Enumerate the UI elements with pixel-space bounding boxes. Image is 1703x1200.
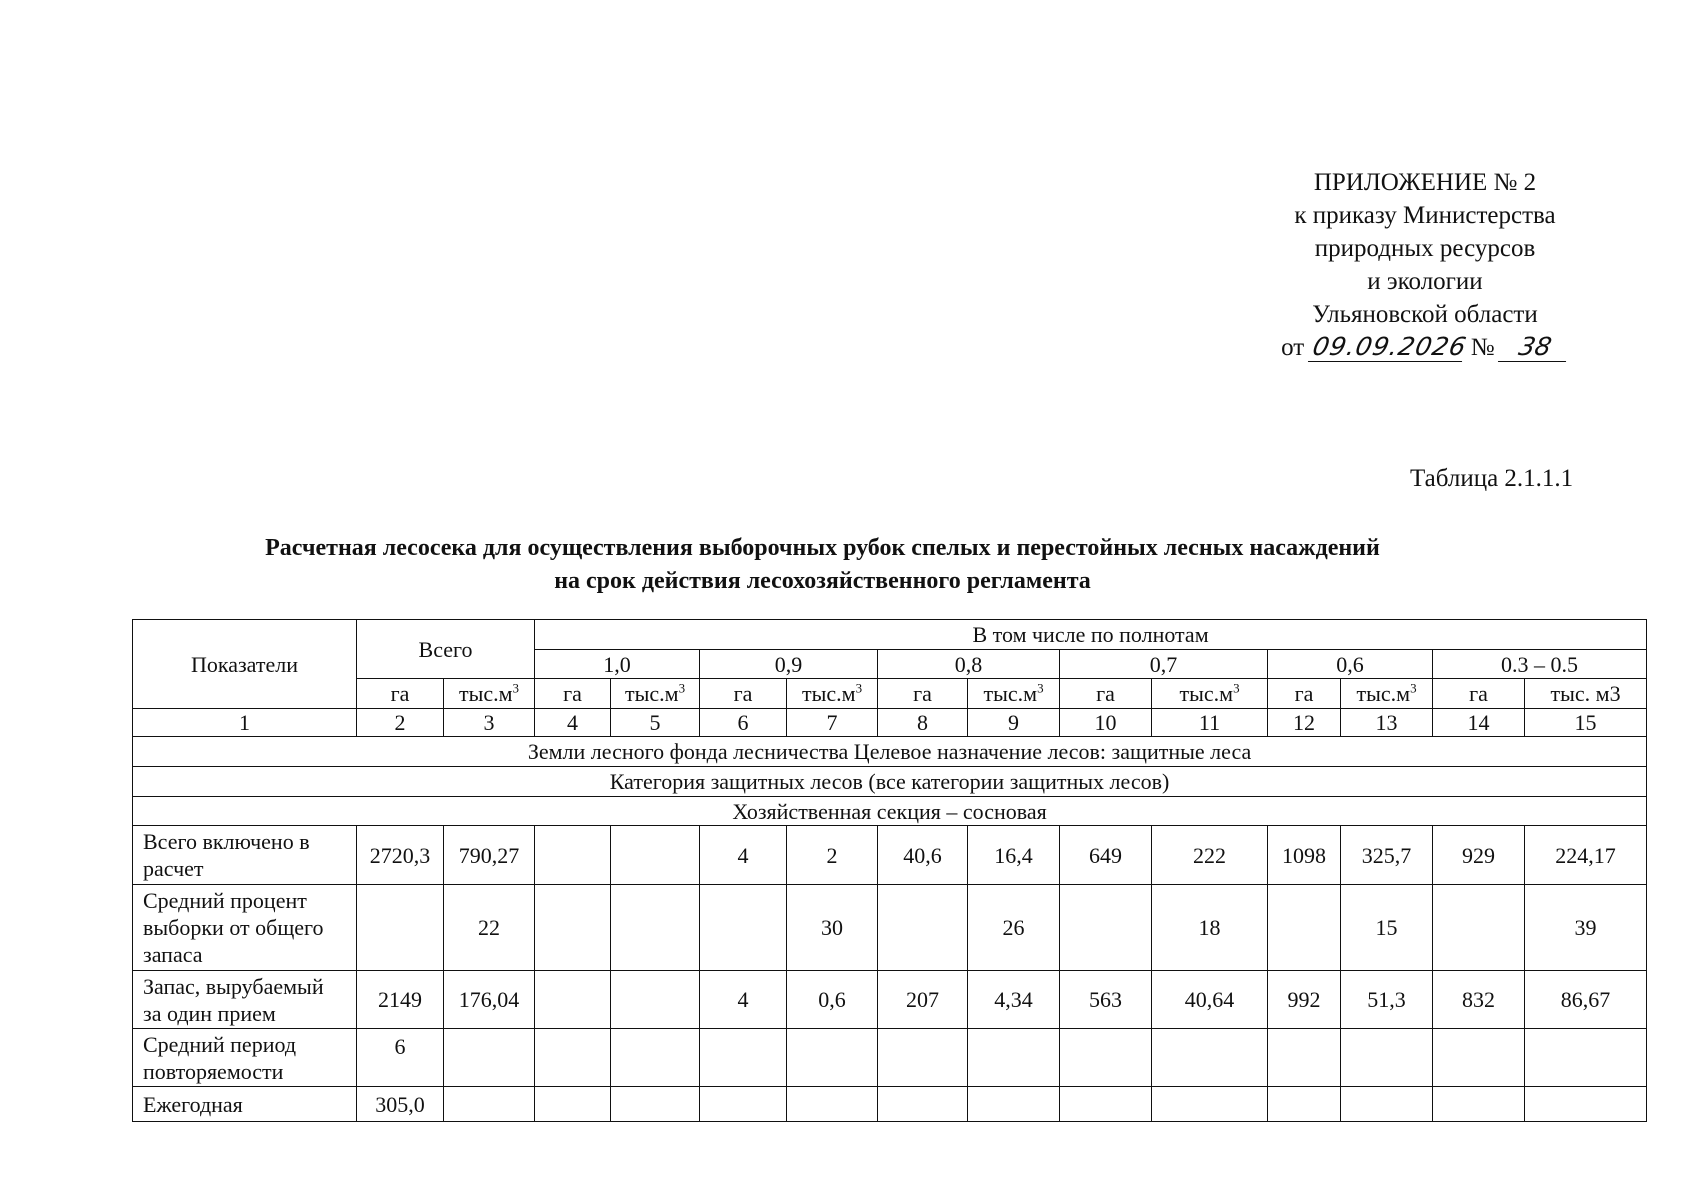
cell-value (1268, 1087, 1341, 1122)
cell-value (611, 1087, 700, 1122)
cell-value: 790,27 (444, 826, 535, 885)
cell-value: 176,04 (444, 971, 535, 1029)
row-label-line: расчет (143, 856, 204, 881)
annex-line: к приказу Министерства (1294, 202, 1556, 229)
cell-value (1152, 1087, 1268, 1122)
row-label (133, 1029, 357, 1087)
unit-m3-sup: 3 (1233, 680, 1240, 696)
table-row (133, 885, 1647, 971)
unit-ha: га (357, 679, 444, 709)
col-number: 15 (1525, 709, 1647, 737)
cell-value: 15 (1341, 885, 1433, 971)
row-label-line: Средний процент (143, 888, 307, 913)
col-number: 10 (1060, 709, 1152, 737)
row-label-line: Всего включено в (143, 829, 310, 854)
unit-ha: га (1433, 679, 1525, 709)
row-label-line: за один прием (143, 1000, 276, 1026)
row-label (133, 1087, 357, 1122)
cell-value: 207 (878, 971, 968, 1029)
unit-m3-last: тыс. м3 (1525, 679, 1647, 709)
cell-value: 26 (968, 885, 1060, 971)
unit-m3 (968, 679, 1060, 709)
cell-value: 563 (1060, 971, 1152, 1029)
header-density: 0,7 (1060, 650, 1268, 679)
unit-ha: га (878, 679, 968, 709)
unit-m3 (1341, 679, 1433, 709)
cell-value (787, 1087, 878, 1122)
cell-value (1433, 1029, 1525, 1087)
row-label (133, 826, 357, 885)
annex-block (1255, 166, 1595, 364)
cell-value (1433, 885, 1525, 971)
col-number: 14 (1433, 709, 1525, 737)
col-number: 11 (1152, 709, 1268, 737)
col-number: 9 (968, 709, 1060, 737)
section-row: Категория защитных лесов (все категории защитных лесов) (133, 767, 1647, 797)
cell-value: 2720,3 (357, 826, 444, 885)
unit-ha: га (1060, 679, 1152, 709)
cell-value (1341, 1087, 1433, 1122)
annex-line: Ульяновской области (1312, 301, 1538, 328)
table-number: Таблица 2.1.1.1 (1410, 465, 1574, 492)
cell-value: 40,64 (1152, 971, 1268, 1029)
row-label-line: запаса (143, 942, 203, 967)
cell-value (611, 826, 700, 885)
header-by-density: В том числе по полнотам (535, 620, 1647, 650)
unit-m3-text: тыс.м (624, 681, 679, 706)
cell-value: 0,6 (787, 971, 878, 1029)
cell-value: 224,17 (1525, 826, 1647, 885)
header-density: 1,0 (535, 650, 700, 679)
cell-value (1060, 1029, 1152, 1087)
title-line: на срок действия лесохозяйственного регламента (554, 568, 1091, 594)
cell-value (535, 826, 611, 885)
order-number-handwritten: 38 (1498, 333, 1572, 362)
unit-m3-sup: 3 (1037, 680, 1044, 696)
cell-value (1268, 1029, 1341, 1087)
annex-line: и экологии (1367, 268, 1483, 295)
unit-m3-text: тыс.м (458, 681, 513, 706)
row-label (133, 971, 357, 1029)
cell-value (1060, 885, 1152, 971)
unit-m3-text: тыс.м (1356, 681, 1411, 706)
table-row (133, 1029, 1647, 1087)
cell-value (357, 885, 444, 971)
column-numbers-row (133, 709, 1647, 737)
cell-value: 86,67 (1525, 971, 1647, 1029)
cell-value: 6 (357, 1029, 444, 1087)
order-date-handwritten: 09.09.2026 (1307, 333, 1467, 362)
col-number: 8 (878, 709, 968, 737)
cell-value (968, 1087, 1060, 1122)
cell-value: 325,7 (1341, 826, 1433, 885)
cell-value: 2149 (357, 971, 444, 1029)
cell-value (444, 1029, 535, 1087)
table-title (130, 532, 1515, 598)
cell-value: 305,0 (357, 1087, 444, 1122)
section-row: Хозяйственная секция – сосновая (133, 797, 1647, 826)
cell-value: 4 (700, 826, 787, 885)
col-number: 3 (444, 709, 535, 737)
cell-value (787, 1029, 878, 1087)
row-label (133, 885, 357, 971)
title-line: Расчетная лесосека для осуществления выборочных рубок спелых и перестойных лесных насаждений (265, 535, 1380, 561)
cell-value (444, 1087, 535, 1122)
col-number: 1 (133, 709, 357, 737)
table-row (133, 1087, 1647, 1122)
cell-value (1433, 1087, 1525, 1122)
cell-value: 30 (787, 885, 878, 971)
cell-value (535, 971, 611, 1029)
cell-value: 16,4 (968, 826, 1060, 885)
unit-m3 (787, 679, 878, 709)
cell-value (535, 885, 611, 971)
table-row (133, 826, 1647, 885)
cell-value (878, 1029, 968, 1087)
allowable-cut-table (132, 619, 1647, 1122)
unit-m3 (1152, 679, 1268, 709)
cell-value: 992 (1268, 971, 1341, 1029)
header-density: 0,8 (878, 650, 1060, 679)
header-indicators: Показатели (133, 620, 357, 709)
cell-value (1152, 1029, 1268, 1087)
cell-value (611, 1029, 700, 1087)
cell-value: 929 (1433, 826, 1525, 885)
cell-value (611, 885, 700, 971)
col-number: 12 (1268, 709, 1341, 737)
cell-value (1525, 1087, 1647, 1122)
cell-value: 1098 (1268, 826, 1341, 885)
cell-value: 18 (1152, 885, 1268, 971)
unit-ha: га (535, 679, 611, 709)
cell-value (1060, 1087, 1152, 1122)
unit-m3-sup: 3 (1410, 680, 1417, 696)
annex-line: ПРИЛОЖЕНИЕ № 2 (1313, 169, 1537, 196)
unit-m3 (611, 679, 700, 709)
col-number: 2 (357, 709, 444, 737)
unit-m3-text: тыс.м (1179, 681, 1234, 706)
unit-m3-text: тыс.м (983, 681, 1038, 706)
cell-value: 4 (700, 971, 787, 1029)
unit-m3-sup: 3 (512, 680, 520, 696)
section-row: Земли лесного фонда лесничества Целевое назначение лесов: защитные леса (133, 737, 1647, 767)
unit-m3-text: тыс.м (801, 681, 856, 706)
unit-ha: га (1268, 679, 1341, 709)
header-density: 0.3 – 0.5 (1433, 650, 1647, 679)
row-label-line: Ежегодная (143, 1091, 243, 1117)
col-number: 13 (1341, 709, 1433, 737)
table-row (133, 971, 1647, 1029)
unit-m3-sup: 3 (678, 680, 686, 696)
cell-value: 222 (1152, 826, 1268, 885)
cell-value (878, 1087, 968, 1122)
cell-value (878, 885, 968, 971)
unit-ha: га (700, 679, 787, 709)
units-row (133, 679, 1647, 709)
col-number: 7 (787, 709, 878, 737)
cell-value: 39 (1525, 885, 1647, 971)
row-label-line: повторяемости (143, 1058, 284, 1084)
col-number: 6 (700, 709, 787, 737)
cell-value: 2 (787, 826, 878, 885)
row-label-line: выборки от общего (143, 915, 324, 940)
cell-value (611, 971, 700, 1029)
row-label-line: Запас, вырубаемый (143, 973, 324, 999)
cell-value: 51,3 (1341, 971, 1433, 1029)
header-density: 0,9 (700, 650, 878, 679)
cell-value: 832 (1433, 971, 1525, 1029)
cell-value: 22 (444, 885, 535, 971)
date-prefix: от (1281, 334, 1305, 361)
row-label-line: Средний период (143, 1031, 297, 1057)
unit-m3 (444, 679, 535, 709)
col-number: 5 (611, 709, 700, 737)
cell-value: 4,34 (968, 971, 1060, 1029)
cell-value (535, 1087, 611, 1122)
cell-value (700, 885, 787, 971)
annex-line: природных ресурсов (1314, 235, 1536, 262)
header-density: 0,6 (1268, 650, 1433, 679)
cell-value (700, 1087, 787, 1122)
cell-value (968, 1029, 1060, 1087)
cell-value (1525, 1029, 1647, 1087)
cell-value: 649 (1060, 826, 1152, 885)
number-prefix: № (1470, 334, 1495, 361)
header-total: Всего (357, 620, 535, 679)
cell-value: 40,6 (878, 826, 968, 885)
cell-value (700, 1029, 787, 1087)
col-number: 4 (535, 709, 611, 737)
cell-value (1341, 1029, 1433, 1087)
unit-m3-sup: 3 (855, 680, 863, 696)
cell-value (1268, 885, 1341, 971)
cell-value (535, 1029, 611, 1087)
order-date-number (1255, 331, 1595, 364)
